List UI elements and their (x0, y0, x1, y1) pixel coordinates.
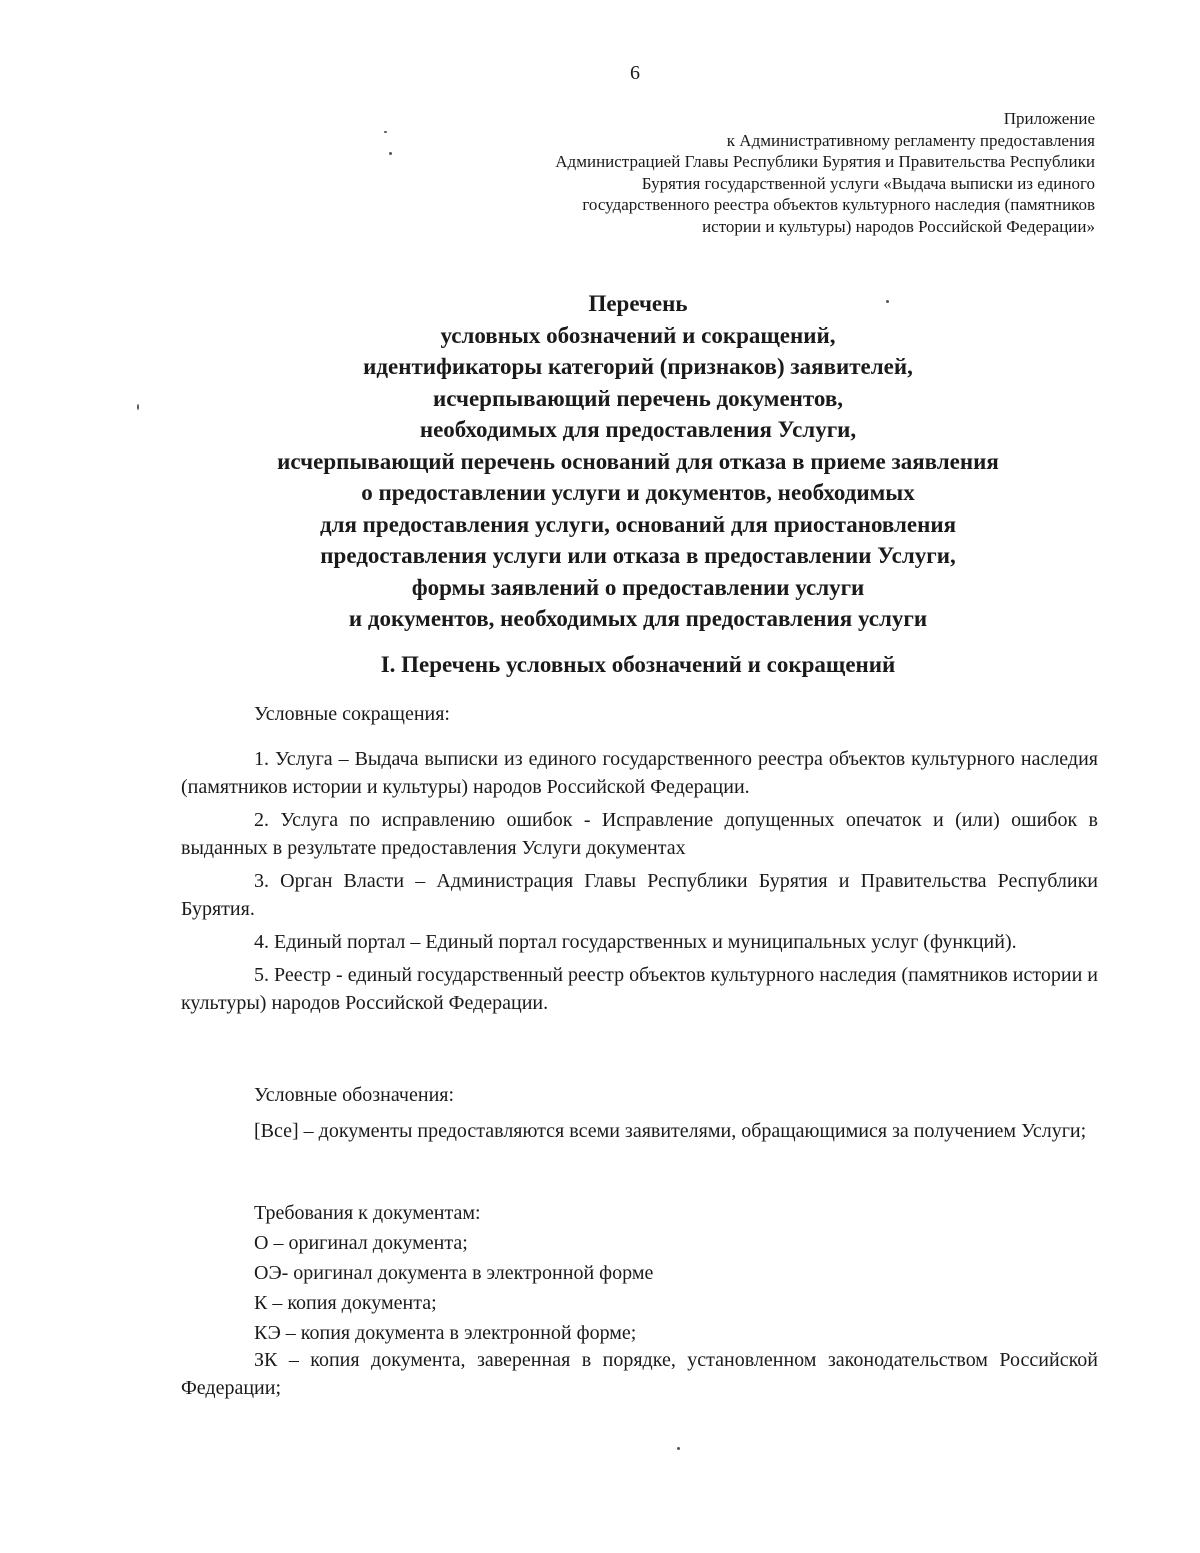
symbol-item-all: [Все] – документы предоставляются всеми заявителями, обращающимися за получением Услуги; (254, 1120, 1087, 1142)
title-line: исчерпывающий перечень оснований для отказа в приеме заявления (277, 448, 999, 474)
abbreviation-item: 2. Услуга по исправлению ошибок - Исправление допущенных опечаток и (или) ошибок в выданных в результате предоставления Услуги документах (181, 809, 1098, 859)
appendix-line: Приложение (1003, 109, 1095, 128)
scan-speck (384, 131, 387, 133)
title-line: о предоставлении услуги и документов, необходимых (361, 480, 915, 505)
page-number: 6 (630, 62, 640, 84)
title-line: условных обозначений и сокращений, (440, 322, 836, 348)
symbols-block (181, 1081, 1098, 1109)
scan-speck (677, 1447, 680, 1450)
appendix-line: государственного реестра объектов культурного наследия (памятников (582, 195, 1095, 214)
title-line: Перечень (588, 291, 688, 316)
title-line: и документов, необходимых для предоставления услуги (348, 606, 928, 631)
document-title (0, 288, 1200, 635)
abbreviation-item: 5. Реестр - единый государственный реестр объектов культурного наследия (памятников истории и культуры) народов Российской Федерации. (181, 964, 1098, 1014)
appendix-line: Бурятия государственной услуги «Выдача выписки из единого (641, 173, 1095, 193)
scan-speck (886, 300, 889, 303)
requirement-certified-block (181, 1346, 1098, 1402)
abbreviations-label: Условные сокращения: (254, 703, 450, 725)
appendix-line: истории и культуры) народов Российской Федерации» (702, 216, 1095, 236)
title-line: необходимых для предоставления Услуги, (419, 417, 857, 442)
requirement-item: О – оригинал документа; (254, 1232, 468, 1254)
requirement-item: ОЭ- оригинал документа в электронной форме (254, 1262, 654, 1284)
title-line: исчерпывающий перечень документов, (432, 385, 844, 411)
requirement-item: К – копия документа; (254, 1292, 437, 1314)
appendix-note (395, 108, 1095, 237)
abbreviation-item: 4. Единый портал – Единый портал государственных и муниципальных услуг (функций). (254, 931, 1017, 953)
abbreviations-block (181, 700, 1098, 728)
abbreviations-list (181, 745, 1098, 1017)
requirements-block (181, 1198, 1098, 1348)
requirement-item-certified: ЗК – копия документа, заверенная в порядке, установленном законодательством Российской Федерации; (181, 1349, 1098, 1399)
symbols-label: Условные обозначения: (254, 1084, 455, 1106)
abbreviation-item: 1. Услуга – Выдача выписки из единого государственного реестра объектов культурного наследия (памятников истории и культуры) народов Российской Федерации. (181, 748, 1098, 798)
title-line: для предоставления услуги, оснований для приостановления (319, 511, 957, 537)
requirement-item: КЭ – копия документа в электронной форме; (254, 1322, 637, 1344)
scan-speck (389, 152, 392, 155)
scan-speck (137, 404, 139, 410)
title-line: идентификаторы категорий (признаков) заявителей, (363, 354, 913, 379)
symbols-list (181, 1117, 1098, 1145)
title-line: предоставления услуги или отказа в предоставлении Услуги, (320, 543, 956, 568)
title-line: формы заявлений о предоставлении услуги (411, 574, 865, 600)
requirements-label: Требования к документам: (254, 1202, 481, 1224)
appendix-line: к Административному регламенту предоставления (726, 130, 1095, 150)
section-heading: I. Перечень условных обозначений и сокращений (380, 652, 896, 677)
abbreviation-item: 3. Орган Власти – Администрация Главы Республики Бурятия и Правительства Республики Бурятия. (181, 870, 1098, 920)
appendix-line: Администрацией Главы Республики Бурятия и Правительства Республики (555, 152, 1095, 171)
